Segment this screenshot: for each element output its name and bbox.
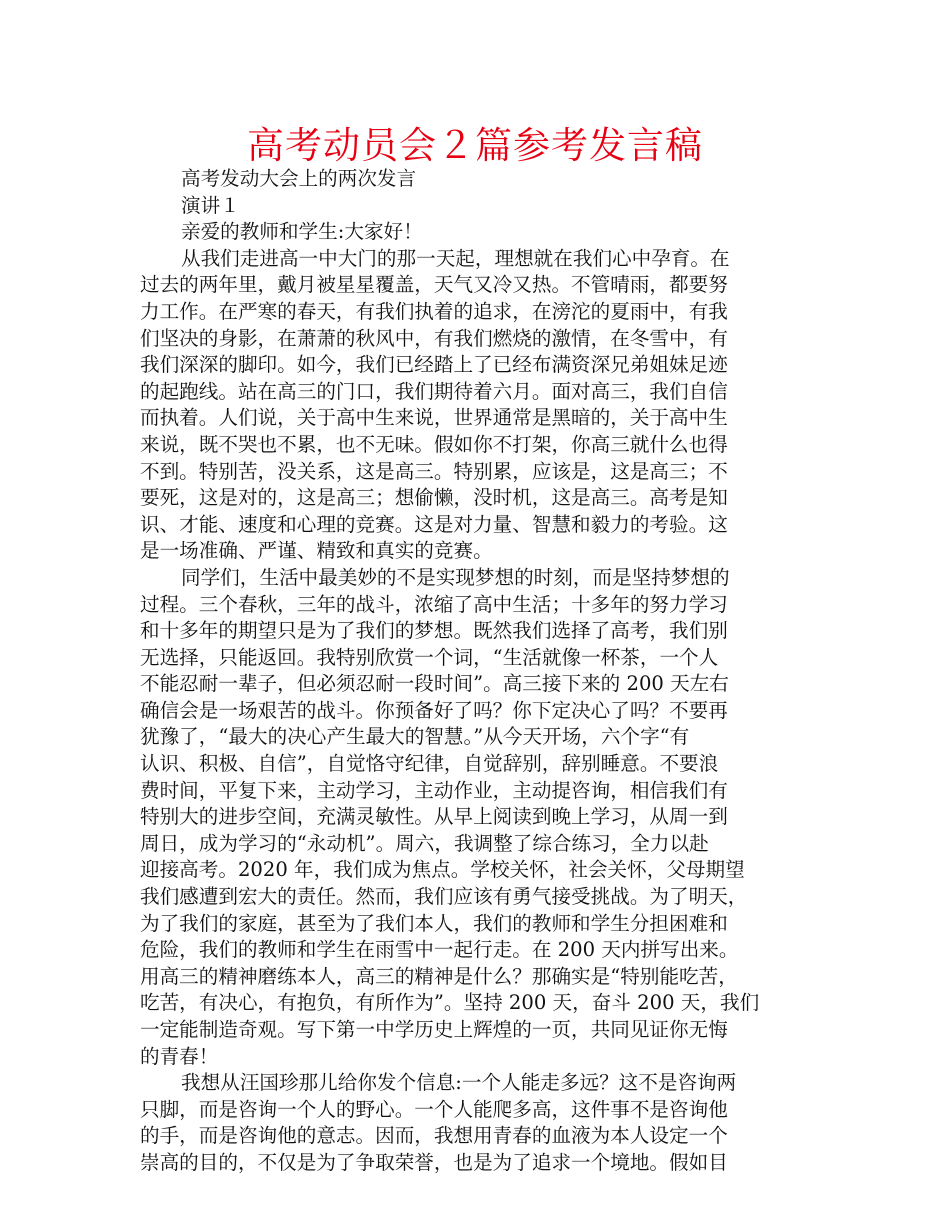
paragraph-line: 一定能制造奇观。写下第一中学历史上辉煌的一页，共同见证你无悔 [140,1018,728,1041]
subtitle-line: 高考发动大会上的两次发言 [181,167,417,190]
paragraph-line: 和十多年的期望只是为了我们的梦想。既然我们选择了高考，我们别 [140,619,728,643]
paragraph-line: 确信会是一场艰苦的战斗。你预备好了吗？你下定决心了吗？不要再 [140,698,728,722]
paragraph-line: 的起跑线。站在高三的门口，我们期待着六月。面对高三，我们自信 [140,379,728,403]
paragraph-line: 特别大的进步空间，充满灵敏性。从早上阅读到晚上学习，从周一到 [140,805,728,829]
paragraph-line: 崇高的目的，不仅是为了争取荣誉，也是为了追求一个境地。假如目 [140,1150,728,1174]
paragraph-line: 的青春！ [140,1044,219,1068]
paragraph-line: 不能忍耐一辈子，但必须忍耐一段时间”。高三接下来的 200 天左右 [140,672,729,696]
paragraph-line: 危险，我们的教师和学生在雨雪中一起行走。在 200 天内拼写出来。 [140,938,739,962]
document-title: 高考动员会２篇参考发言稿 [247,124,703,167]
paragraph-line: 迎接高考。2020 年，我们成为焦点。学校关怀，社会关怀，父母期望 [140,858,745,882]
body-paragraph [140,1070,816,1176]
paragraph-line: 只脚，而是咨询一个人的野心。一个人能爬多高，这件事不是咨询他 [140,1097,728,1121]
paragraph-line: 来说，既不哭也不累，也不无味。假如你不打架，你高三就什么也得 [140,432,728,456]
paragraph-line: 识、才能、速度和心理的竞赛。这是对力量、智慧和毅力的考验。这 [140,512,728,536]
paragraph-line: 我们感遭到宏大的责任。然而，我们应该有勇气接受挑战。为了明天， [140,885,748,909]
paragraph-line: 无选择，只能返回。我特别欣赏一个词，“生活就像一杯茶，一个人 [140,645,719,669]
paragraph-line: 从我们走进高一中大门的那一天起，理想就在我们心中孕育。在 [181,246,730,270]
paragraph-line: 过程。三个春秋，三年的战斗，浓缩了高中生活；十多年的努力学习 [140,592,728,616]
paragraph-line: 周日，成为学习的“永动机”。周六，我调整了综合练习，全力以赴 [140,831,709,855]
paragraph-line: 的手，而是咨询他的意志。因而，我想用青春的血液为本人设定一个 [140,1124,728,1148]
paragraphs-container [140,246,816,1177]
paragraph-line: 费时间，平复下来，主动学习，主动作业，主动提咨询，相信我们有 [140,778,728,802]
paragraph-line: 我想从汪国珍那儿给你发个信息:一个人能走多远？这不是咨询两 [181,1071,737,1095]
document-body [140,166,816,1177]
paragraph-line: 是一场准确、严谨、精致和真实的竞赛。 [140,539,493,563]
greeting-line: 亲爱的教师和学生:大家好！ [181,220,423,244]
paragraph-line: 我们深深的脚印。如今，我们已经踏上了已经布满资深兄弟姐妹足迹 [140,353,728,377]
paragraph-line: 犹豫了，“最大的决心产生最大的智慧。”从今天开场，六个字“有 [140,725,690,749]
body-paragraph [140,565,816,1070]
paragraph-line: 不到。特别苦，没关系，这是高三。特别累，应该是，这是高三；不 [140,459,728,483]
paragraph-line: 为了我们的家庭，甚至为了我们本人，我们的教师和学生分担困难和 [140,911,728,935]
paragraph-line: 要死，这是对的，这是高三；想偷懒，没时机，这是高三。高考是知 [140,486,728,510]
paragraph-line: 过去的两年里，戴月被星星覆盖，天气又冷又热。不管晴雨，都要努 [140,273,728,297]
paragraph-line: 认识、积极、自信”，自觉恪守纪律，自觉辞别，辞别睡意。不要浪 [140,752,719,776]
paragraph-line: 用高三的精神磨练本人，高三的精神是什么？那确实是“特别能吃苦， [140,964,738,988]
paragraph-line: 吃苦，有决心，有抱负，有所作为”。坚持 200 天，奋斗 200 天，我们 [140,991,760,1015]
paragraph-line: 们坚决的身影，在萧萧的秋风中，有我们燃烧的激情，在冬雪中，有 [140,326,728,350]
body-paragraph [140,246,816,565]
paragraph-line: 而执着。人们说，关于高中生来说，世界通常是黑暗的，关于高中生 [140,406,728,430]
paragraph-line: 同学们，生活中最美妙的不是实现梦想的时刻，而是坚持梦想的 [181,565,730,589]
section-label: 演讲１ [181,193,240,217]
paragraph-line: 力工作。在严寒的春天，有我们执着的追求，在滂沱的夏雨中，有我 [140,299,728,323]
